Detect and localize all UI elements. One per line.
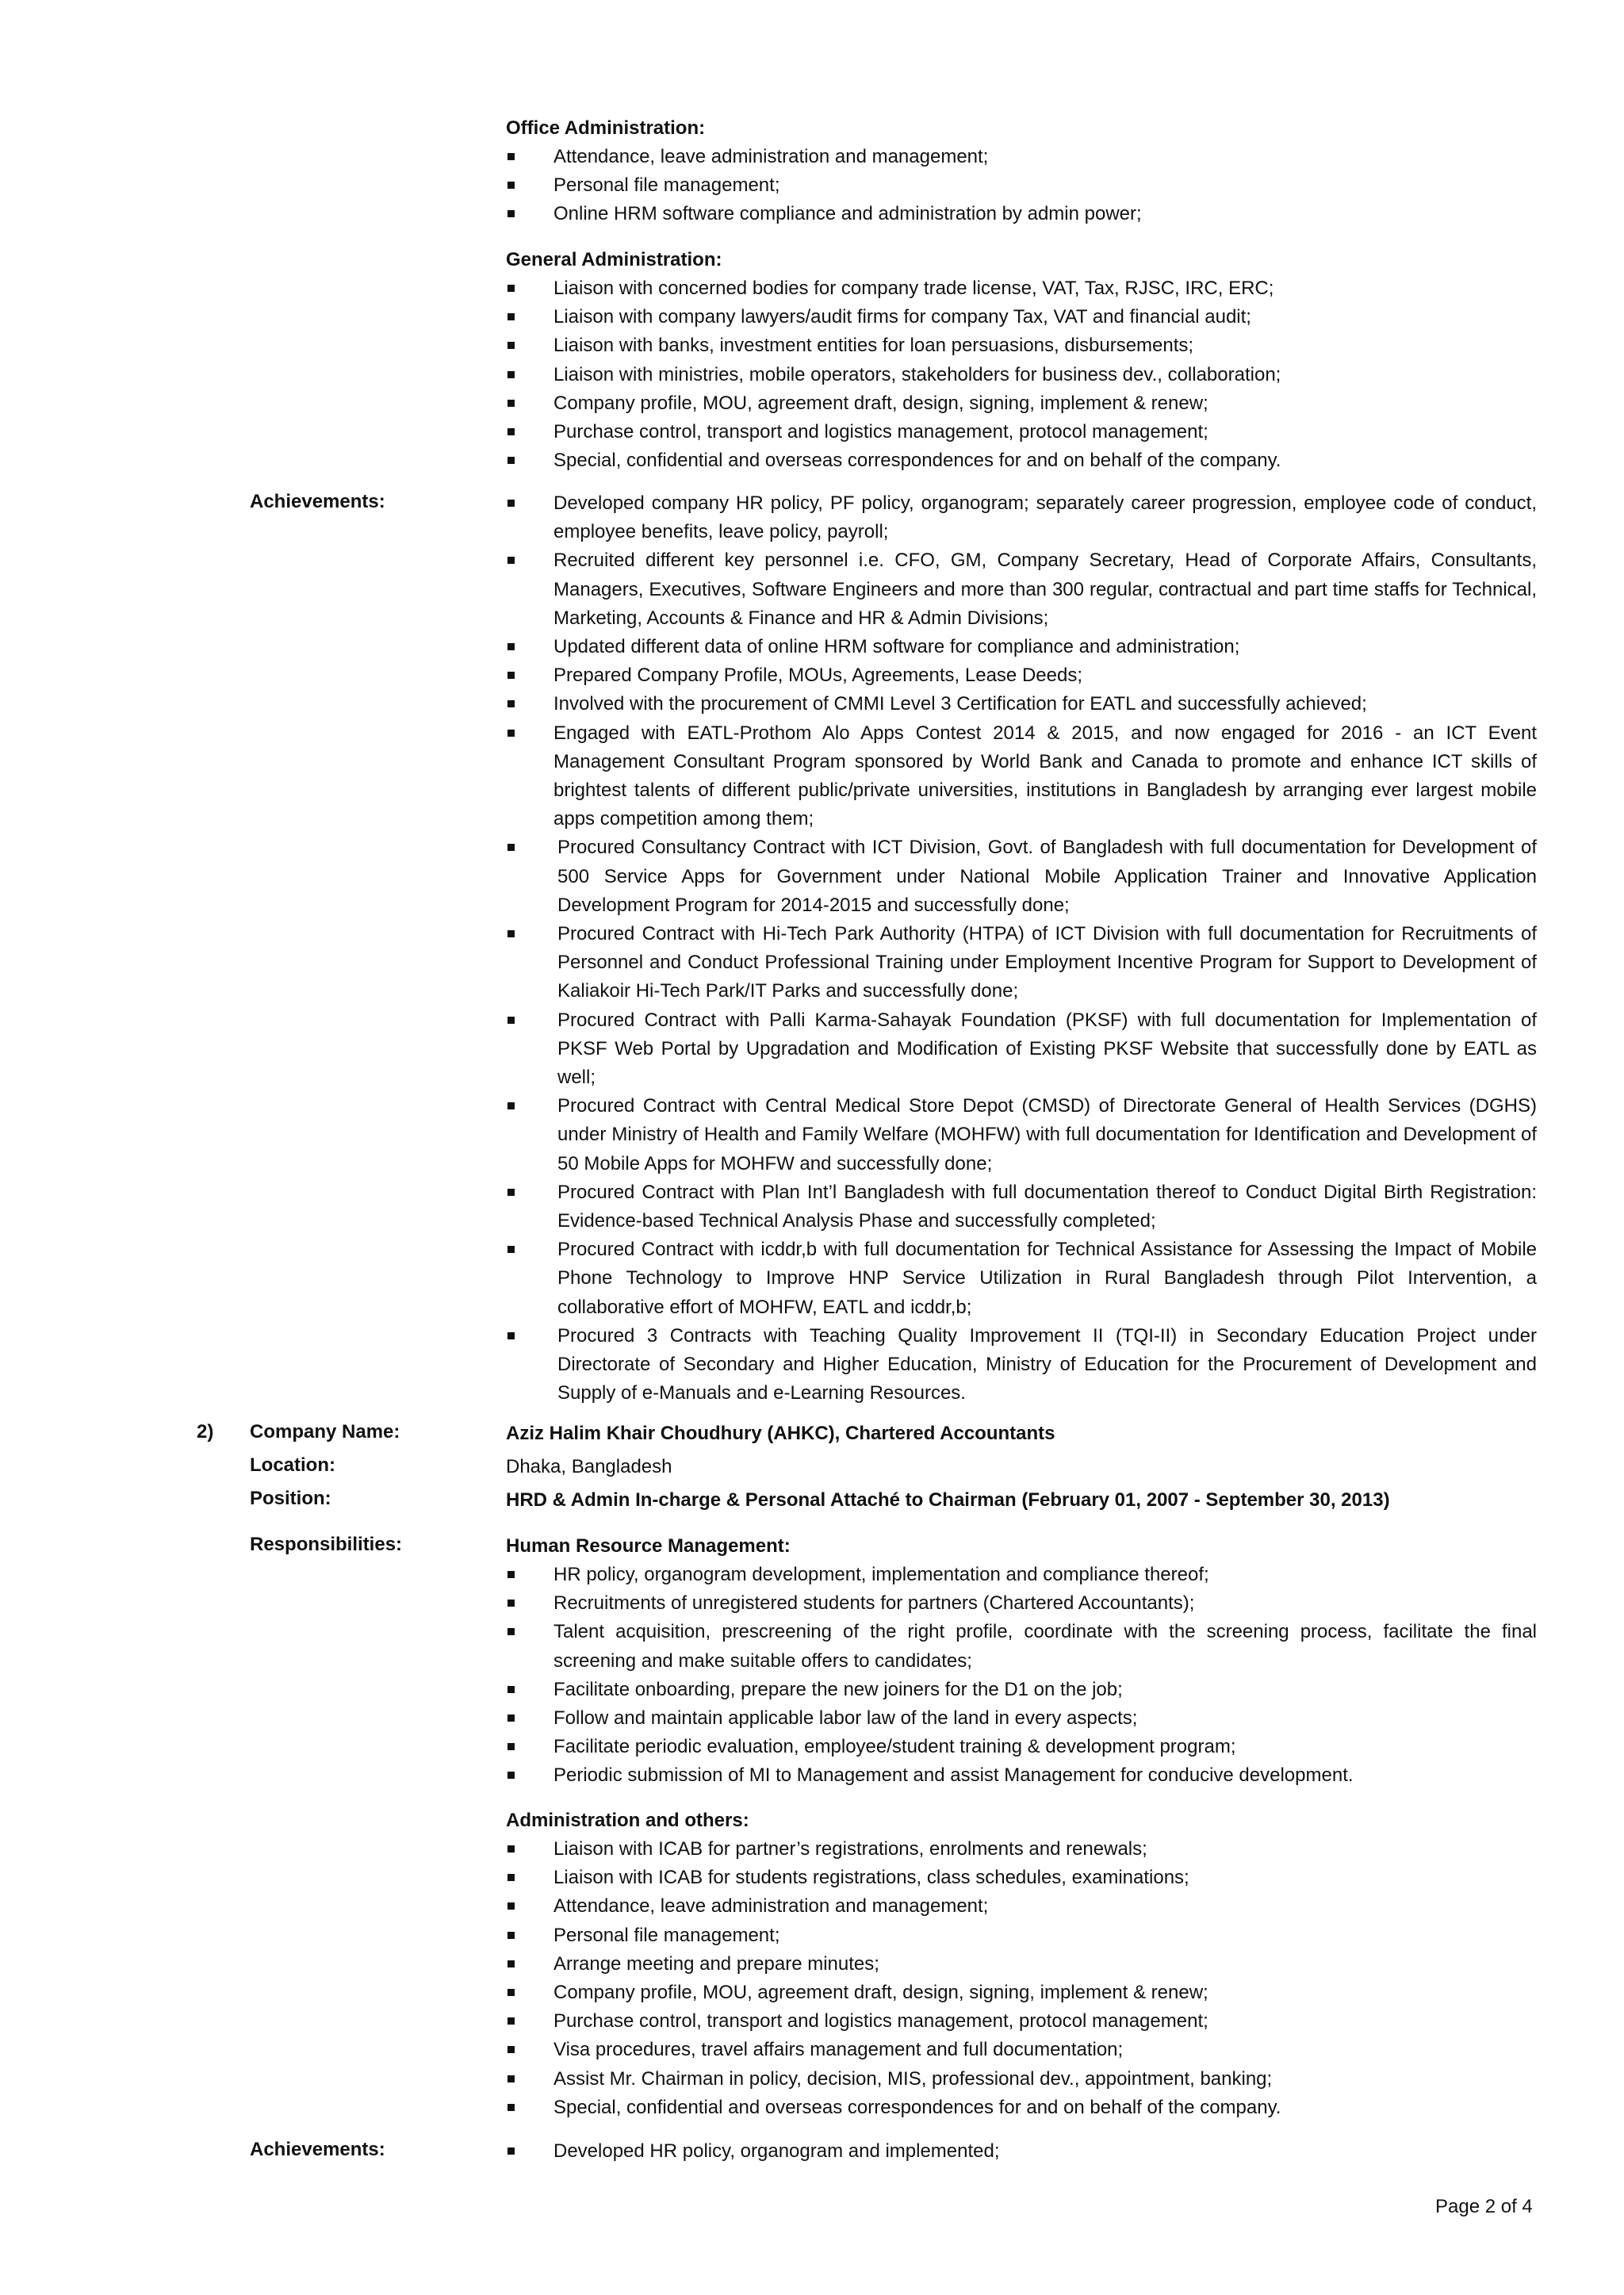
achievements-label-1: Achievements: <box>250 491 385 512</box>
office-admin-heading: Office Administration: <box>506 117 706 139</box>
list-item: Talent acquisition, prescreening of the right profile, coordinate with the screening process, facilitate the final screening and make suitable offers to candidates; <box>506 1618 1537 1675</box>
achievements-list-1a <box>506 489 1537 833</box>
section-number-2: 2) <box>197 1421 214 1443</box>
list-item: Updated different data of online HRM software for compliance and administration; <box>506 633 1537 661</box>
hrm-block <box>506 1532 1537 1791</box>
admin-others-list <box>506 1835 1537 2122</box>
achievements-block-1 <box>506 489 1537 1408</box>
list-item: Facilitate onboarding, prepare the new joiners for the D1 on the job; <box>506 1676 1537 1704</box>
list-item: Liaison with ministries, mobile operators, stakeholders for business dev., collaboration; <box>506 361 1537 389</box>
list-item: Procured Consultancy Contract with ICT Division, Govt. of Bangladesh with full documentation for Development of 500 Service Apps for Government under National Mobile Application Trainer and Innovative Application Development Program for 2014-2015 and successfully done; <box>506 833 1537 920</box>
list-item: Engaged with EATL-Prothom Alo Apps Contest 2014 & 2015, and now engaged for 2016 - an ICT Event Management Consultant Program sponsored by World Bank and Canada to promote and enhance ICT skills of brightest talents of different public/private universities, institutions in Bangladesh by arranging ever largest mobile apps competition among them; <box>506 719 1537 834</box>
admin-others-block <box>506 1806 1537 2122</box>
list-item: Procured Contract with Central Medical Store Depot (CMSD) of Directorate General of Health Services (DGHS) under Ministry of Health and Family Welfare (MOHFW) with full documentation for Identification and Development of 50 Mobile Apps for MOHFW and successfully done; <box>506 1092 1537 1178</box>
list-item: Arrange meeting and prepare minutes; <box>506 1950 1537 1979</box>
list-item: Online HRM software compliance and administration by admin power; <box>506 200 1537 228</box>
list-item: Procured Contract with Hi-Tech Park Authority (HTPA) of ICT Division with full documentation for Recruitments of Personnel and Conduct Professional Training under Employment Incentive Program for Support to Development of Kaliakoir Hi-Tech Park/IT Parks and successfully done; <box>506 920 1537 1006</box>
list-item: Facilitate periodic evaluation, employee/student training & development program; <box>506 1733 1537 1761</box>
page-number: Page 2 of 4 <box>1435 2196 1533 2217</box>
responsibilities-label: Responsibilities: <box>250 1534 403 1555</box>
list-item: Assist Mr. Chairman in policy, decision, MIS, professional dev., appointment, banking; <box>506 2065 1537 2094</box>
list-item: Personal file management; <box>506 1921 1537 1950</box>
list-item: Developed HR policy, organogram and implemented; <box>506 2137 1537 2166</box>
office-admin-block <box>506 114 1537 229</box>
list-item: Liaison with ICAB for students registrations, class schedules, examinations; <box>506 1864 1537 1892</box>
list-item: Company profile, MOU, agreement draft, design, signing, implement & renew; <box>506 389 1537 418</box>
list-item: Recruited different key personnel i.e. CFO, GM, Company Secretary, Head of Corporate Affairs, Consultants, Managers, Executives, Software Engineers and more than 300 regular, contractual and part time staffs for Technical, Marketing, Accounts & Finance and HR & Admin Divisions; <box>506 546 1537 633</box>
list-item: Liaison with company lawyers/audit firms for company Tax, VAT and financial audit; <box>506 303 1537 331</box>
general-admin-block <box>506 246 1537 475</box>
list-item: Visa procedures, travel affairs management and full documentation; <box>506 2036 1537 2064</box>
list-item: Involved with the procurement of CMMI Level 3 Certification for EATL and successfully achieved; <box>506 690 1537 718</box>
list-item: Purchase control, transport and logistics management, protocol management; <box>506 418 1537 446</box>
list-item: Personal file management; <box>506 171 1537 200</box>
hrm-list <box>506 1561 1537 1791</box>
list-item: Liaison with ICAB for partner’s registrations, enrolments and renewals; <box>506 1835 1537 1864</box>
company-name-label: Company Name: <box>250 1421 400 1443</box>
list-item: Purchase control, transport and logistics management, protocol management; <box>506 2007 1537 2036</box>
general-admin-heading: General Administration: <box>506 249 722 270</box>
list-item: Procured Contract with Palli Karma-Sahayak Foundation (PKSF) with full documentation for Implementation of PKSF Web Portal by Upgradation and Modification of Existing PKSF Website that successfully done by EATL as well; <box>506 1006 1537 1093</box>
general-admin-list <box>506 274 1537 475</box>
list-item: Special, confidential and overseas correspondences for and on behalf of the company. <box>506 2094 1537 2122</box>
list-item: Developed company HR policy, PF policy, organogram; separately career progression, employee code of conduct, employee benefits, leave policy, payroll; <box>506 489 1537 546</box>
list-item: Attendance, leave administration and management; <box>506 143 1537 171</box>
list-item: Follow and maintain applicable labor law of the land in every aspects; <box>506 1704 1537 1733</box>
list-item: Special, confidential and overseas correspondences for and on behalf of the company. <box>506 446 1537 475</box>
list-item: Procured 3 Contracts with Teaching Quality Improvement II (TQI-II) in Secondary Education Project under Directorate of Secondary and Higher Education, Ministry of Education for the Procurement of Development and Supply of e-Manuals and e-Learning Resources. <box>506 1322 1537 1408</box>
list-item: Periodic submission of MI to Management and assist Management for conducive development. <box>506 1761 1537 1790</box>
list-item: Prepared Company Profile, MOUs, Agreements, Lease Deeds; <box>506 661 1537 690</box>
position-value: HRD & Admin In-charge & Personal Attaché to Chairman (February 01, 2007 - September 30, 2013) <box>506 1489 1390 1511</box>
list-item: Liaison with banks, investment entities for loan persuasions, disbursements; <box>506 331 1537 360</box>
list-item: Company profile, MOU, agreement draft, design, signing, implement & renew; <box>506 1979 1537 2007</box>
office-admin-list <box>506 143 1537 229</box>
location-label: Location: <box>250 1454 335 1476</box>
list-item: Recruitments of unregistered students for partners (Chartered Accountants); <box>506 1589 1537 1618</box>
list-item: Liaison with concerned bodies for company trade license, VAT, Tax, RJSC, IRC, ERC; <box>506 274 1537 303</box>
list-item: Procured Contract with icddr,b with full documentation for Technical Assistance for Assessing the Impact of Mobile Phone Technology to Improve HNP Service Utilization in Rural Bangladesh through Pilot Intervention, a collaborative effort of MOHFW, EATL and icddr,b; <box>506 1236 1537 1322</box>
achievements-list-1b <box>506 833 1537 1408</box>
list-item: HR policy, organogram development, implementation and compliance thereof; <box>506 1561 1537 1589</box>
list-item: Attendance, leave administration and management; <box>506 1892 1537 1921</box>
admin-others-heading: Administration and others: <box>506 1810 749 1831</box>
achievements-label-2: Achievements: <box>250 2139 385 2160</box>
company-name-value: Aziz Halim Khair Choudhury (AHKC), Chartered Accountants <box>506 1423 1055 1444</box>
hrm-heading: Human Resource Management: <box>506 1535 791 1557</box>
achievements-list-2 <box>506 2137 1537 2166</box>
achievements-block-2 <box>506 2137 1537 2166</box>
location-value: Dhaka, Bangladesh <box>506 1456 672 1477</box>
list-item: Procured Contract with Plan Int’l Bangladesh with full documentation thereof to Conduct Digital Birth Registration: Evidence-based Technical Analysis Phase and successfully completed; <box>506 1178 1537 1236</box>
position-label: Position: <box>250 1488 331 1509</box>
